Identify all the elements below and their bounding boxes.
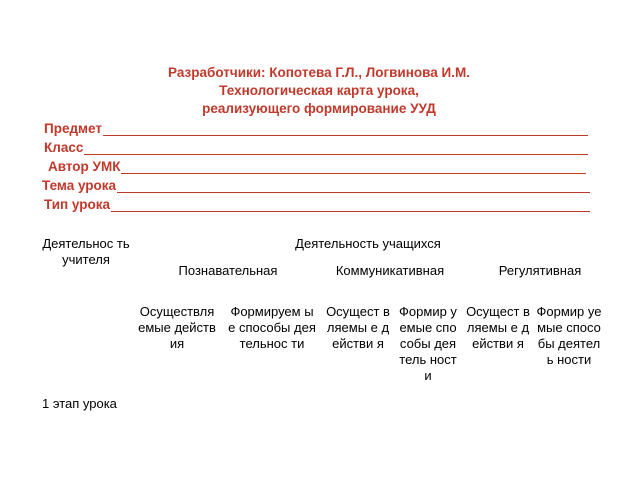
subject-field xyxy=(44,118,588,136)
lesson-topic-underline[interactable] xyxy=(117,178,590,193)
document-title-line2: реализующего формирование УУД xyxy=(202,101,436,116)
grade-underline[interactable] xyxy=(84,140,588,155)
group-regulatory: Регулятивная xyxy=(498,263,582,278)
umk-author-underline[interactable] xyxy=(121,159,586,174)
lesson-topic-field xyxy=(42,175,590,193)
group-cognitive: Познавательная xyxy=(178,263,278,278)
subcolumn-communicative-methods: Формир уемые способы деятель ности xyxy=(399,304,457,383)
row-lesson-stage-1: 1 этап урока xyxy=(42,396,117,411)
grade-field xyxy=(44,137,588,155)
student-activity-header: Деятельность учащихся xyxy=(295,236,441,251)
subject-underline[interactable] xyxy=(103,121,588,136)
lesson-type-label: Тип урока xyxy=(44,197,111,212)
lesson-type-field xyxy=(44,194,590,212)
subcolumn-communicative-actions: Осущест вляемы е действи я xyxy=(326,304,390,351)
group-communicative: Коммуникативная xyxy=(335,263,445,278)
grade-label: Класс xyxy=(44,140,84,155)
subcolumn-regulatory-actions: Осущест вляемы е действи я xyxy=(466,304,530,351)
subject-label: Предмет xyxy=(44,121,102,136)
lesson-topic-label: Тема урока xyxy=(42,178,117,193)
umk-author-label: Автор УМК xyxy=(48,159,121,174)
teacher-activity-header: Деятельнос ть учителя xyxy=(42,236,130,267)
authors-line: Разработчики: Копотева Г.Л., Логвинова И.М. xyxy=(168,65,470,80)
subcolumn-cognitive-actions: Осуществля емые действия xyxy=(138,304,216,351)
subcolumn-cognitive-methods: Формируем ые способы деятельнос ти xyxy=(228,304,316,351)
umk-author-field xyxy=(48,156,586,174)
lesson-type-underline[interactable] xyxy=(111,197,590,212)
document-title-line1: Технологическая карта урока, xyxy=(219,83,419,98)
subcolumn-regulatory-methods: Формир уемые способы деятель ности xyxy=(536,304,602,367)
